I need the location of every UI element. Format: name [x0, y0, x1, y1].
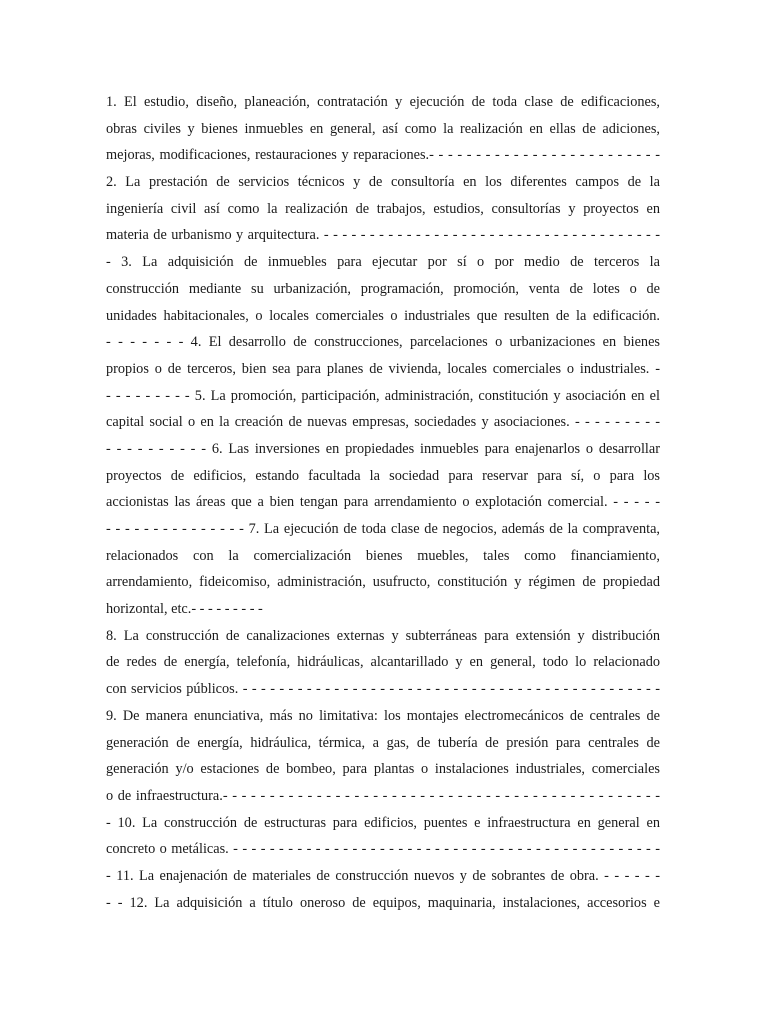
text-line: - 11. La enajenación de materiales de construcción nuevos y de sobrantes de obra. - - - - - - — [106, 867, 660, 884]
text-line: relacionados con la comercialización bienes muebles, tales como financiamiento, — [106, 547, 660, 564]
text-line: o de infraestructura.- - - - - - - - - - - - - - - - - - - - - - - - - - - - - - - - - - - - - - - - - - - - - - - — [106, 787, 660, 804]
text-line: - - - - - - - - - - - - - - - 7. La ejecución de toda clase de negocios, además de la compraventa, — [106, 521, 660, 537]
text-line: generación de energía, hidráulica, térmica, a gas, de tubería de presión para centrales de — [106, 734, 660, 751]
text-line: de redes de energía, telefonía, hidráulicas, alcantarillado y en general, todo lo relacionado — [106, 654, 660, 671]
text-line: con servicios públicos. - - - - - - - - - - - - - - - - - - - - - - - - - - - - - - - - - - - - - - - - - - - - - - — [106, 681, 660, 698]
text-line: generación y/o estaciones de bombeo, para plantas o instalaciones industriales, comerciales — [106, 761, 660, 778]
text-line: - 3. La adquisición de inmuebles para ejecutar por sí o por medio de terceros la — [106, 254, 660, 271]
text-line: - - - - - - - - - 5. La promoción, participación, administración, constitución y asociación en el — [106, 387, 660, 404]
text-line: 8. La construcción de canalizaciones externas y subterráneas para extensión y distribución — [106, 627, 660, 644]
text-line: materia de urbanismo y arquitectura. - - - - - - - - - - - - - - - - - - - - - - - - - - - - - - - - - - - - - — [106, 227, 660, 244]
text-line: construcción mediante su urbanización, programación, promoción, venta de lotes o de — [106, 280, 660, 297]
text-line: 2. La prestación de servicios técnicos y de consultoría en los diferentes campos de la — [106, 174, 660, 191]
text-line: mejoras, modificaciones, restauraciones y reparaciones.- - - - - - - - - - - - - - - - - - - - - - - - - — [106, 147, 660, 164]
text-line: - 10. La construcción de estructuras para edificios, puentes e infraestructura en general en — [106, 814, 660, 831]
text-line: ingeniería civil así como la realización de trabajos, estudios, consultorías y proyectos en — [106, 200, 660, 217]
text-line: arrendamiento, fideicomiso, administración, usufructo, constitución y régimen de propiedad — [106, 574, 660, 591]
text-line: - - 12. La adquisición a título oneroso de equipos, maquinaria, instalaciones, accesorios e — [106, 894, 660, 911]
text-line: horizontal, etc.- - - - - - - - - — [106, 601, 263, 618]
text-line: - - - - - - - 4. El desarrollo de construcciones, parcelaciones o urbanizaciones en bienes — [106, 334, 660, 351]
text-line: obras civiles y bienes inmuebles en general, así como la realización en ellas de adiciones, — [106, 120, 660, 137]
text-line: capital social o en la creación de nuevas empresas, sociedades y asociaciones. - - - - - - - - - — [106, 414, 660, 431]
document-page — [106, 89, 660, 916]
text-line: 9. De manera enunciativa, más no limitativa: los montajes electromecánicos de centrales de — [106, 707, 660, 724]
text-line: accionistas las áreas que a bien tengan para arrendamiento o explotación comercial. - - - - - — [106, 494, 660, 511]
text-line: unidades habitacionales, o locales comerciales o industriales que resulten de la edificación. — [106, 307, 660, 324]
text-line: proyectos de edificios, estando facultada la sociedad para reservar para sí, o para los — [106, 467, 660, 484]
text-line: propios o de terceros, bien sea para planes de vivienda, locales comerciales o industriales. - — [106, 360, 660, 377]
text-line: - - - - - - - - - - 6. Las inversiones en propiedades inmuebles para enajenarlos o desarrollar — [106, 440, 660, 457]
text-line: 1. El estudio, diseño, planeación, contratación y ejecución de toda clase de edificaciones, — [106, 94, 660, 110]
text-line: concreto o metálicas. - - - - - - - - - - - - - - - - - - - - - - - - - - - - - - - - - - - - - - - - - - - - - - - — [106, 841, 660, 858]
